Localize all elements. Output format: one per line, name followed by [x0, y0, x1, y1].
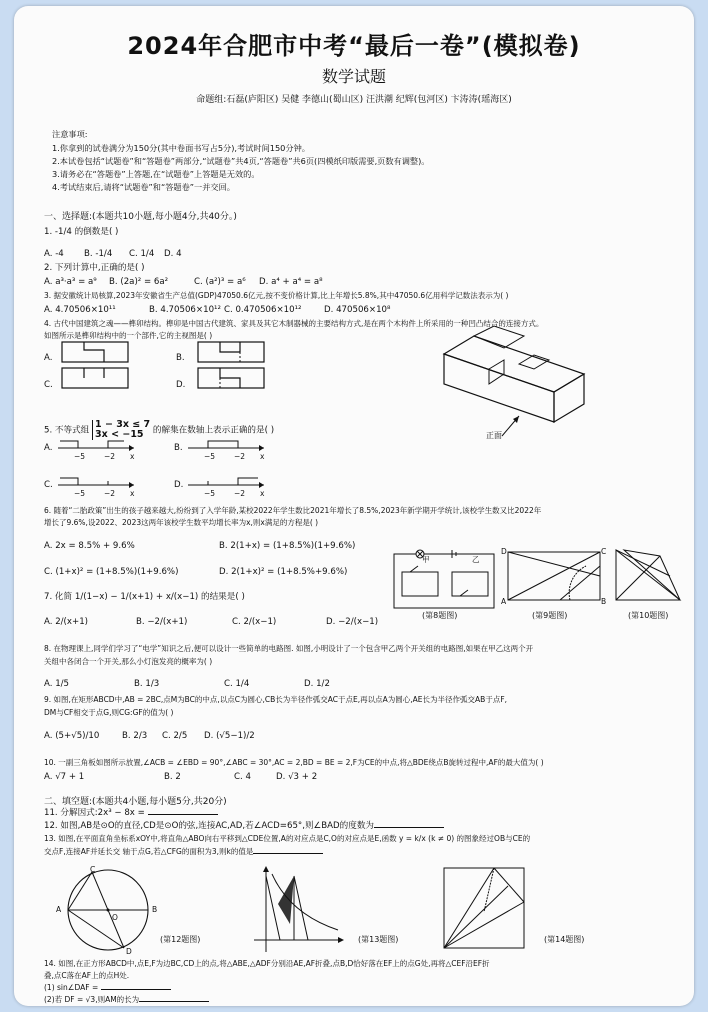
- q9-option-d: D. (√5−1)/2: [204, 731, 255, 741]
- q9-caption: (第9题图): [532, 611, 568, 620]
- q5-line1: 1 − 3x ≤ 7: [95, 419, 151, 430]
- q13-caption: (第13题图): [358, 935, 399, 944]
- q4-option-d-figure: [198, 366, 268, 390]
- q2-option-a: A. a³·a³ = a⁹: [44, 277, 97, 287]
- q5-label-a: A.: [44, 443, 53, 453]
- q4-front-label: 正面: [486, 431, 502, 440]
- q3-option-c: C. 0.470506×10¹²: [224, 305, 302, 315]
- q13-answer-blank[interactable]: [253, 853, 323, 854]
- q14-part2: [44, 994, 209, 1005]
- q8-stem-line2: 关组中各闭合一个开关,那么小灯泡发亮的概率为( ): [44, 657, 213, 666]
- q5-label-d: D.: [174, 480, 184, 490]
- q2-option-b: B. (2a)² = 6a²: [109, 277, 169, 287]
- q2-option-c: C. (a²)³ = a⁶: [194, 277, 246, 287]
- q8-option-c: C. 1/4: [224, 679, 250, 689]
- q5-c-tick-x: x: [130, 489, 135, 498]
- q12-stem: [44, 820, 444, 832]
- q8-label-yi: 乙: [472, 555, 480, 564]
- q6-option-b: B. 2(1+x) = (1+8.5%)(1+9.6%): [219, 541, 356, 551]
- q2-option-d: D. a⁴ + a⁴ = a⁸: [259, 277, 323, 287]
- q7-stem: 7. 化简 1/(1−x) − 1/(x+1) + x/(x−1) 的结果是( ): [44, 592, 245, 602]
- q4-option-a-figure: [62, 340, 132, 364]
- q7-option-a: A. 2/(x+1): [44, 617, 89, 627]
- q7-option-b: B. −2/(x+1): [136, 617, 188, 627]
- q10-option-a: A. √7 + 1: [44, 772, 85, 782]
- q1-option-d: D. 4: [164, 249, 182, 259]
- q5-option-b-numberline: [188, 436, 268, 462]
- q4-label-c: C.: [44, 380, 53, 390]
- q2-stem: 2. 下列计算中,正确的是( ): [44, 263, 145, 273]
- q9-point-c: C: [601, 547, 607, 556]
- q5-stem-tail: 的解集在数轴上表示正确的是( ): [152, 425, 275, 436]
- q12-point-b: B: [152, 905, 158, 914]
- authors-line: 命题组:石磊(庐阳区) 吴健 李德山(蜀山区) 汪洪潮 纪辉(包河区) 卞涛涛(瑶海区): [196, 95, 512, 105]
- q4-option-c-figure: [62, 366, 132, 390]
- note-item-4: 4.考试结束后,请将“试题卷”和“答题卷”一并交回。: [52, 182, 235, 192]
- q5-a-tick-neg5: −5: [74, 452, 86, 461]
- q4-option-b-figure: [198, 340, 268, 364]
- q6-option-a: A. 2x = 8.5% + 9.6%: [44, 541, 135, 551]
- q14-square-figure: [434, 862, 530, 954]
- q4-label-d: D.: [176, 380, 186, 390]
- q4-label-b: B.: [176, 353, 185, 363]
- q8-option-b: B. 1/3: [134, 679, 160, 689]
- note-item-2: 2.本试卷包括“试题卷”和“答题卷”两部分,“试题卷”共4页,“答题卷”共6页(四模纸印版需要,页数有调整)。: [52, 156, 430, 166]
- q9-stem-line1: 9. 如图,在矩形ABCD中,AB = 2BC,点M为BC的中点,以点C为圆心,CB长为半径作弧交AC于点E,再以点A为圆心,AE长为半径作弧交AB于点F,: [44, 695, 508, 704]
- notes-heading: 注意事项:: [52, 129, 88, 139]
- q9-point-d: D: [501, 547, 507, 556]
- q5-b-tick-x: x: [260, 452, 265, 461]
- q14-part1-text: (1) sin∠DAF =: [44, 983, 101, 992]
- q1-option-c: C. 1/4: [129, 249, 155, 259]
- q9-point-a: A: [501, 597, 507, 606]
- exam-paper: [14, 6, 694, 1006]
- q12-point-o: O: [112, 913, 118, 922]
- q12-point-a: A: [56, 905, 62, 914]
- q5-label-b: B.: [174, 443, 183, 453]
- q6-option-c: C. (1+x)² = (1+8.5%)(1+9.6%): [44, 567, 179, 577]
- q14-part1: [44, 982, 171, 993]
- q5-b-tick-neg5: −5: [204, 452, 216, 461]
- q14-part2-blank[interactable]: [139, 1001, 209, 1002]
- q9-option-c: C. 2/5: [162, 731, 188, 741]
- q5-b-tick-neg2: −2: [234, 452, 246, 461]
- q5-c-tick-neg2: −2: [104, 489, 116, 498]
- q14-caption: (第14题图): [544, 935, 585, 944]
- q11-text: 11. 分解因式:2x³ − 8x =: [44, 808, 148, 818]
- q8-caption: (第8题图): [422, 611, 458, 620]
- q9-point-b: B: [601, 597, 607, 606]
- q4-stem-line2: 如图所示是榫卯结构中的一个部件,它的主视图是( ): [44, 331, 213, 340]
- q5-stem-text: 5. 不等式组: [44, 425, 93, 436]
- exam-title: 2024年合肥市中考“最后一卷”(模拟卷): [127, 32, 581, 60]
- q9-rectangle-figure: [500, 546, 610, 608]
- q5-a-tick-x: x: [130, 452, 135, 461]
- q10-caption: (第10题图): [628, 611, 669, 620]
- q3-option-b: B. 4.70506×10¹²: [149, 305, 221, 315]
- q10-option-c: C. 4: [234, 772, 251, 782]
- q14-part2-text: (2)若 DF = √3,则AM的长为: [44, 995, 140, 1004]
- q10-option-b: B. 2: [164, 772, 181, 782]
- q10-option-d: D. √3 + 2: [276, 772, 318, 782]
- exam-subtitle: 数学试题: [321, 67, 386, 86]
- q4-mortise-part-figure: [434, 324, 594, 444]
- q7-option-c: C. 2/(x−1): [232, 617, 277, 627]
- q8-option-d: D. 1/2: [304, 679, 330, 689]
- q12-text: 12. 如图,AB是⊙O的直径,CD是⊙O的弦,连接AC,AD,若∠ACD=65°,则∠BAD的度数为: [44, 821, 375, 831]
- q3-option-d: D. 470506×10⁸: [324, 305, 391, 315]
- q9-stem-line2: DM与CF相交于点G,则CG:GF的值为( ): [44, 708, 174, 717]
- q13-text2: 交点F,连接AF并延长交 轴于点G,若△CFG的面积为3,则k的值是: [44, 847, 254, 856]
- section1-heading: 一、选择题:(本题共10小题,每小题4分,共40分。): [44, 212, 237, 222]
- q5-label-c: C.: [44, 480, 53, 490]
- q1-option-a: A. -4: [44, 249, 64, 259]
- q12-point-d: D: [126, 947, 132, 956]
- q5-d-tick-neg2: −2: [234, 489, 246, 498]
- q5-a-tick-neg2: −2: [104, 452, 116, 461]
- q12-circle-figure: [58, 864, 162, 956]
- q10-triangles-figure: [610, 546, 690, 608]
- note-item-3: 3.请务必在“答题卷”上答题,在“试题卷”上答题是无效的。: [52, 169, 260, 179]
- q5-option-a-numberline: [58, 436, 138, 462]
- q5-c-tick-neg5: −5: [74, 489, 86, 498]
- q12-point-c: C: [90, 865, 96, 874]
- q6-stem-line2: 增长了9.6%,设2022、2023这两年该校学生数平均增长率为x,则x满足的方程是( ): [44, 518, 319, 527]
- q9-option-b: B. 2/3: [122, 731, 148, 741]
- q8-circuit-figure: [390, 546, 502, 612]
- q3-stem: 3. 据安徽统计局核算,2023年安徽省生产总值(GDP)47050.6亿元,按不变价格计算,比上年增长5.8%,其中47050.6亿用科学记数法表示为( ): [44, 291, 509, 300]
- q8-stem-line1: 8. 在物理课上,同学们学习了“电学”知识之后,便可以设计一些简单的电路图. 如图,小明设计了一个包含甲乙两个开关组的电路图,如果在甲乙这两个开: [44, 644, 534, 653]
- q14-stem-line2: 叠,点C落在AF上的点H处.: [44, 971, 130, 980]
- q5-d-tick-neg5: −5: [204, 489, 216, 498]
- q4-label-a: A.: [44, 353, 53, 363]
- q11-stem: [44, 807, 218, 819]
- section2-heading: 二、填空题:(本题共4小题,每小题5分,共20分): [44, 797, 227, 807]
- q5-option-c-numberline: [58, 473, 138, 499]
- q14-part1-blank[interactable]: [101, 989, 171, 990]
- q6-option-d: D. 2(1+x)² = (1+8.5%+9.6%): [219, 567, 348, 577]
- q5-option-d-numberline: [188, 473, 268, 499]
- q11-answer-blank[interactable]: [148, 814, 218, 815]
- q8-option-a: A. 1/5: [44, 679, 70, 689]
- q3-option-a: A. 4.70506×10¹¹: [44, 305, 116, 315]
- q12-caption: (第12题图): [160, 935, 201, 944]
- q6-stem-line1: 6. 随着“二胎政策”出生的孩子越来越大,纷纷到了入学年龄,某校2022年学生数比2021年增长了8.5%,2023年新学期开学统计,该校学生数又比2022年: [44, 506, 542, 515]
- q1-stem: 1. -1/4 的倒数是( ): [44, 227, 119, 237]
- q13-coordinate-figure: [250, 864, 346, 956]
- q1-option-b: B. -1/4: [84, 249, 113, 259]
- q12-answer-blank[interactable]: [374, 827, 444, 828]
- q13-stem-line2: [44, 846, 323, 857]
- q10-stem: 10. 一副三角板如图所示放置,∠ACB = ∠EBD = 90°,∠ABC = 30°,AC = 2,BD = BE = 2,F为CE的中点,将△BDE绕点B旋转过程中,AF的最大值为( ): [44, 758, 544, 767]
- q7-option-d: D. −2/(x−1): [326, 617, 379, 627]
- q9-option-a: A. (5+√5)/10: [44, 731, 100, 741]
- q14-stem-line1: 14. 如图,在正方形ABCD中,点E,F为边BC,CD上的点,将△ABE,△ADF分别沿AE,AF折叠,点B,D恰好落在EF上的点G处,再将△CEF沿EF折: [44, 959, 490, 968]
- q5-d-tick-x: x: [260, 489, 265, 498]
- q8-label-jia: 甲: [422, 555, 430, 564]
- q13-stem-line1: 13. 如图,在平面直角坐标系xOY中,将直角△ABO向右平移到△CDE位置,A的对应点是C,O的对应点是E,函数 y = k/x (k ≠ 0) 的图象经过OB与CE的: [44, 834, 531, 843]
- q4-stem-line1: 4. 古代中国建筑之魂——榫卯结构。榫卯是中国古代建筑、家具及其它木制器械的主要结构方式,是在两个木构件上所采用的一种凹凸结合的连接方式。: [44, 319, 544, 328]
- note-item-1: 1.你拿到的试卷满分为150分(其中卷面书写占5分),考试时间150分钟。: [52, 143, 310, 153]
- q5-line2: 3x < −15: [95, 429, 144, 440]
